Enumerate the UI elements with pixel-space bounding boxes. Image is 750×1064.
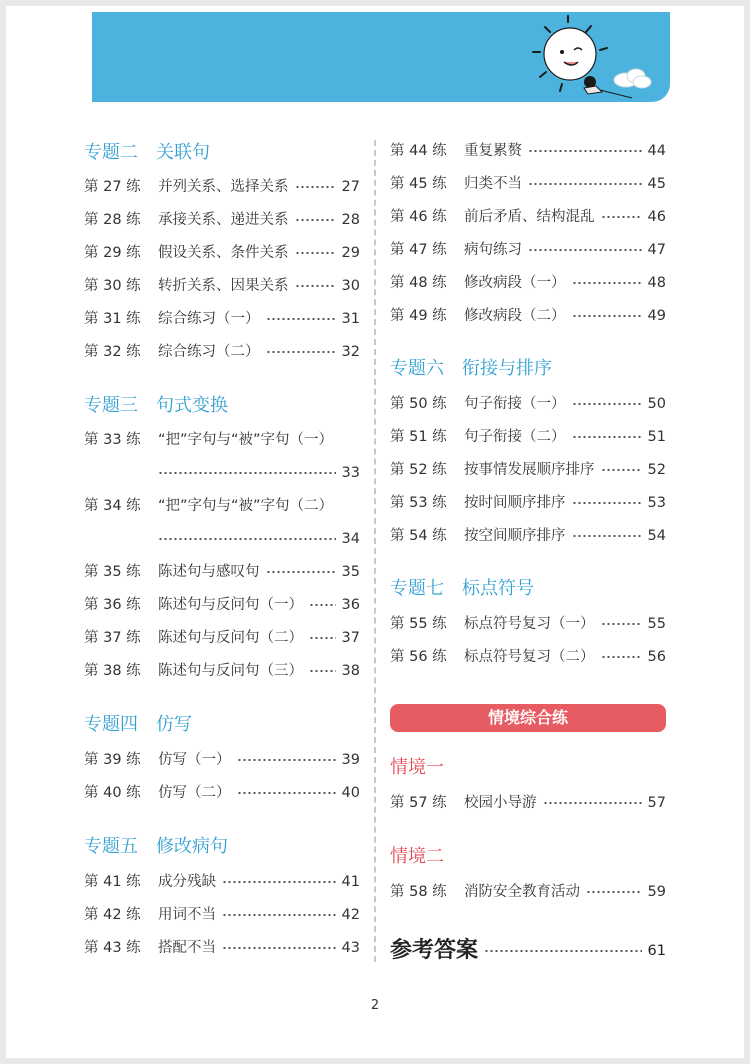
entry-title: 仿写（二）	[158, 785, 231, 801]
entry-number: 第 32 练	[84, 344, 141, 360]
toc-entry[interactable]	[84, 176, 360, 198]
entry-page: 31	[341, 311, 360, 327]
dot-leader	[586, 891, 642, 893]
section-name: 句式变换	[156, 395, 228, 416]
dot-leader	[572, 502, 642, 504]
dot-leader	[295, 186, 336, 188]
entry-number: 第 57 练	[390, 795, 447, 811]
toc-entry[interactable]	[390, 305, 666, 327]
dot-leader	[572, 315, 642, 317]
entry-title: 仿写（一）	[158, 752, 231, 768]
scenario-practice-header: 情境综合练	[390, 704, 666, 732]
dot-leader	[601, 656, 642, 658]
entry-title: 陈述句与感叹句	[158, 564, 260, 580]
entry-page: 39	[341, 752, 360, 768]
toc-entry[interactable]	[390, 239, 666, 261]
entry-number: 第 35 练	[84, 564, 141, 580]
toc-entry-continuation[interactable]	[158, 528, 360, 550]
entry-number: 第 41 练	[84, 874, 141, 890]
dot-leader	[295, 252, 336, 254]
entry-number: 第 39 练	[84, 752, 141, 768]
entry-number: 第 48 练	[390, 275, 447, 291]
entry-number: 第 50 练	[390, 396, 447, 412]
toc-entry[interactable]	[84, 782, 360, 804]
dot-leader	[528, 150, 642, 152]
dot-leader	[237, 759, 336, 761]
section-name: 衔接与排序	[462, 358, 552, 379]
toc-entry[interactable]	[84, 627, 360, 649]
dot-leader	[309, 604, 336, 606]
toc-entry[interactable]	[84, 749, 360, 771]
entry-number: 第 49 练	[390, 308, 447, 324]
entry-number: 第 53 练	[390, 495, 447, 511]
toc-entry[interactable]	[84, 660, 360, 682]
scene-one-title: 情境一	[390, 757, 444, 778]
entry-page: 51	[647, 429, 666, 445]
dot-leader	[528, 183, 642, 185]
entry-page: 40	[341, 785, 360, 801]
entry-page: 61	[647, 943, 666, 959]
entry-number: 第 40 练	[84, 785, 141, 801]
dot-leader	[543, 802, 642, 804]
dot-leader	[222, 947, 336, 949]
dot-leader	[309, 637, 336, 639]
entry-page: 46	[647, 209, 666, 225]
entry-page: 38	[341, 663, 360, 679]
entry-title: 句子衔接（二）	[464, 429, 566, 445]
entry-page: 29	[341, 245, 360, 261]
toc-entry[interactable]	[84, 937, 360, 959]
entry-title: 按空间顺序排序	[464, 528, 566, 544]
entry-number: 第 38 练	[84, 663, 141, 679]
toc-entry[interactable]	[390, 613, 666, 635]
entry-number: 第 45 练	[390, 176, 447, 192]
entry-page: 37	[341, 630, 360, 646]
entry-title: 转折关系、因果关系	[158, 278, 289, 294]
section-label: 专题六	[390, 358, 444, 379]
entry-title: 标点符号复习（一）	[464, 616, 595, 632]
entry-page: 59	[647, 884, 666, 900]
entry-number: 第 36 练	[84, 597, 141, 613]
entry-page: 43	[341, 940, 360, 956]
answer-key-label: 参考答案	[390, 937, 479, 963]
dot-leader	[601, 216, 642, 218]
entry-page: 36	[341, 597, 360, 613]
entry-title: 前后矛盾、结构混乱	[464, 209, 595, 225]
toc-entry[interactable]	[84, 308, 360, 330]
entry-title: 陈述句与反问句（三）	[158, 663, 303, 679]
dot-leader	[572, 282, 642, 284]
section-name: 修改病句	[156, 836, 228, 857]
toc-entry[interactable]	[84, 561, 360, 583]
entry-title: 陈述句与反问句（二）	[158, 630, 303, 646]
section-heading	[84, 140, 210, 166]
toc-entry[interactable]	[84, 495, 360, 517]
entry-title: 用词不当	[158, 907, 216, 923]
entry-title: 陈述句与反问句（一）	[158, 597, 303, 613]
entry-title: 并列关系、选择关系	[158, 179, 289, 195]
dot-leader	[237, 792, 336, 794]
entry-title: 句子衔接（一）	[464, 396, 566, 412]
entry-page: 44	[647, 143, 666, 159]
toc-entry[interactable]	[84, 242, 360, 264]
entry-number: 第 34 练	[84, 498, 141, 514]
toc-entry[interactable]	[390, 272, 666, 294]
toc-entry[interactable]	[390, 881, 666, 903]
entry-title: 按时间顺序排序	[464, 495, 566, 511]
dot-leader	[295, 285, 336, 287]
toc-entry[interactable]	[84, 209, 360, 231]
section-name: 关联句	[156, 142, 210, 163]
header-banner	[92, 12, 670, 102]
entry-number: 第 56 练	[390, 649, 447, 665]
entry-title: 假设关系、条件关系	[158, 245, 289, 261]
entry-page: 41	[341, 874, 360, 890]
entry-title: 修改病段（二）	[464, 308, 566, 324]
toc-entry[interactable]	[84, 904, 360, 926]
toc-entry-continuation[interactable]	[158, 462, 360, 484]
section-heading	[84, 393, 228, 419]
entry-number: 第 28 练	[84, 212, 141, 228]
entry-page: 48	[647, 275, 666, 291]
entry-page: 56	[647, 649, 666, 665]
entry-title: 校园小导游	[464, 795, 537, 811]
entry-title: 修改病段（一）	[464, 275, 566, 291]
entry-page: 52	[647, 462, 666, 478]
entry-page: 33	[341, 465, 360, 481]
entry-page: 47	[647, 242, 666, 258]
section-label: 专题七	[390, 578, 444, 599]
entry-title: 搭配不当	[158, 940, 216, 956]
entry-page: 34	[341, 531, 360, 547]
entry-title: “把”字句与“被”字句（二）	[158, 498, 334, 514]
toc-entry[interactable]	[390, 459, 666, 481]
toc-entry[interactable]	[84, 429, 360, 451]
section-label: 专题二	[84, 142, 138, 163]
entry-page: 53	[647, 495, 666, 511]
toc-entry[interactable]	[84, 341, 360, 363]
entry-number: 第 58 练	[390, 884, 447, 900]
dot-leader	[484, 950, 642, 952]
answer-key-entry[interactable]	[390, 932, 666, 964]
section-label: 专题四	[84, 714, 138, 735]
scene-two-title: 情境二	[390, 846, 444, 867]
entry-page: 42	[341, 907, 360, 923]
section-heading	[84, 712, 192, 738]
dot-leader	[295, 219, 336, 221]
section-label: 专题三	[84, 395, 138, 416]
toc-entry[interactable]	[390, 646, 666, 668]
entry-title: 标点符号复习（二）	[464, 649, 595, 665]
dot-leader	[158, 538, 336, 540]
entry-number: 第 33 练	[84, 432, 141, 448]
section-heading	[84, 834, 228, 860]
entry-title: 综合练习（二）	[158, 344, 260, 360]
entry-page: 35	[341, 564, 360, 580]
dot-leader	[222, 881, 336, 883]
entry-title: 归类不当	[464, 176, 522, 192]
page-number: 2	[370, 998, 380, 1013]
dot-leader	[572, 535, 642, 537]
dot-leader	[266, 351, 336, 353]
entry-page: 50	[647, 396, 666, 412]
toc-entry[interactable]	[390, 426, 666, 448]
entry-number: 第 30 练	[84, 278, 141, 294]
toc-entry[interactable]	[84, 594, 360, 616]
dot-leader	[528, 249, 642, 251]
entry-title: 消防安全教育活动	[464, 884, 580, 900]
dot-leader	[601, 623, 642, 625]
entry-page: 57	[647, 795, 666, 811]
entry-number: 第 29 练	[84, 245, 141, 261]
dot-leader	[158, 472, 336, 474]
entry-number: 第 44 练	[390, 143, 447, 159]
entry-title: “把”字句与“被”字句（一）	[158, 432, 334, 448]
entry-title: 承接关系、递进关系	[158, 212, 289, 228]
entry-number: 第 55 练	[390, 616, 447, 632]
toc-entry[interactable]	[390, 393, 666, 415]
section-heading	[390, 576, 534, 602]
entry-page: 27	[341, 179, 360, 195]
entry-number: 第 54 练	[390, 528, 447, 544]
entry-page: 49	[647, 308, 666, 324]
entry-title: 综合练习（一）	[158, 311, 260, 327]
entry-number: 第 47 练	[390, 242, 447, 258]
entry-number: 第 27 练	[84, 179, 141, 195]
entry-number: 第 43 练	[84, 940, 141, 956]
dot-leader	[222, 914, 336, 916]
section-name: 仿写	[156, 714, 192, 735]
toc-entry[interactable]	[84, 871, 360, 893]
dot-leader	[601, 469, 642, 471]
entry-page: 54	[647, 528, 666, 544]
entry-number: 第 42 练	[84, 907, 141, 923]
entry-number: 第 51 练	[390, 429, 447, 445]
toc-entry[interactable]	[390, 492, 666, 514]
toc-entry[interactable]	[84, 275, 360, 297]
entry-page: 28	[341, 212, 360, 228]
dot-leader	[572, 436, 642, 438]
section-heading	[390, 356, 552, 382]
entry-title: 成分残缺	[158, 874, 216, 890]
entry-number: 第 37 练	[84, 630, 141, 646]
dot-leader	[266, 318, 336, 320]
sun-with-child-kite-icon	[92, 12, 670, 102]
toc-entry[interactable]	[390, 525, 666, 547]
entry-title: 重复累赘	[464, 143, 522, 159]
toc-entry[interactable]	[390, 792, 666, 814]
entry-number: 第 52 练	[390, 462, 447, 478]
entry-title: 病句练习	[464, 242, 522, 258]
toc-entry[interactable]	[390, 140, 666, 162]
entry-number: 第 46 练	[390, 209, 447, 225]
section-name: 标点符号	[462, 578, 534, 599]
dot-leader	[572, 403, 642, 405]
toc-entry[interactable]	[390, 173, 666, 195]
dot-leader	[266, 571, 336, 573]
entry-title: 按事情发展顺序排序	[464, 462, 595, 478]
entry-page: 30	[341, 278, 360, 294]
dot-leader	[309, 670, 336, 672]
entry-number: 第 31 练	[84, 311, 141, 327]
entry-page: 55	[647, 616, 666, 632]
toc-entry[interactable]	[390, 206, 666, 228]
section-label: 专题五	[84, 836, 138, 857]
column-divider	[374, 140, 376, 962]
entry-page: 45	[647, 176, 666, 192]
entry-page: 32	[341, 344, 360, 360]
